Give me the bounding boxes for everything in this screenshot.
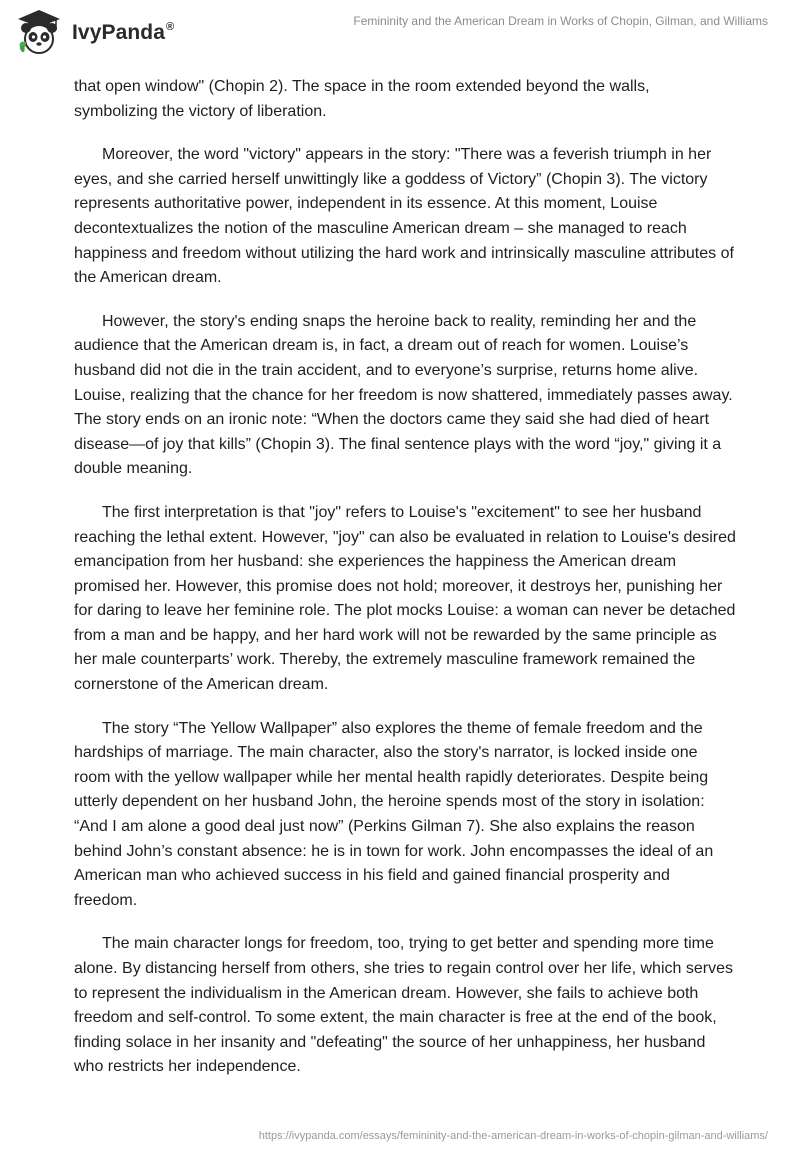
- paragraph: that open window" (Chopin 2). The space in the room extended beyond the walls, symbolizing the victory of liberation.: [74, 78, 650, 120]
- ivypanda-logo[interactable]: [14, 8, 174, 58]
- paragraph: The first interpretation is that "joy" refers to Louise's "excitement" to see her husband reaching the lethal extent. However, "joy" can also be evaluated in relation to Louise's desired emancipation from her husband: she experiences the happiness the American dream promised her. However, this promise does not hold; moreover, it destroys her, punishing her for daring to leave her feminine role. The plot mocks Louise: a woman can never be detached from a man and be happy, and her hard work will not be rewarded by the same principle as her male counterparts’ work. Thereby, the extremely masculine framework remained the cornerstone of the American dream.: [74, 503, 736, 694]
- paragraph: The main character longs for freedom, too, trying to get better and spending more time alone. By distancing herself from others, she tries to regain control over her life, which serves to represent the individualism in the American dream. However, she fails to achieve both freedom and self-control. To some extent, the main character is free at the end of the book, finding solace in her insanity and "defeating" the source of her unhappiness, her husband who restricts her independence.: [74, 935, 733, 1076]
- paragraph: However, the story's ending snaps the heroine back to reality, reminding her and the audience that the American dream is, in fact, a dream out of reach for women. Louise’s husband did not die in the train accident, and to everyone’s surprise, returns home alive. Louise, realizing that the chance for her freedom is now shattered, immediately passes away. The story ends on an ironic note: “When the doctors came they said she had died of heart disease—of joy that kills” (Chopin 3). The final sentence plays with the word “joy," giving it a double meaning.: [74, 312, 733, 478]
- page-header: [0, 0, 800, 62]
- paragraph: Moreover, the word "victory" appears in the story: "There was a feverish triumph in her eyes, and she carried herself unwittingly like a goddess of Victory” (Chopin 3). The victory represents authoritative power, independent in its essence. At this moment, Louise decontextualizes the notion of the masculine American dream – she managed to reach happiness and freedom without utilizing the hard work and intrinsically masculine attributes of the American dream.: [74, 146, 734, 287]
- panda-graduate-icon: [14, 8, 64, 58]
- essay-body: [74, 75, 736, 1099]
- source-url[interactable]: https://ivypanda.com/essays/femininity-and-the-american-dream-in-works-of-chopin-gilman-and-williams/: [258, 1130, 768, 1142]
- logo-text: IvyPanda®: [72, 21, 175, 44]
- document-title: Femininity and the American Dream in Works of Chopin, Gilman, and Williams: [353, 14, 768, 28]
- paragraph: The story “The Yellow Wallpaper” also explores the theme of female freedom and the hardships of marriage. The main character, also the story's narrator, is locked inside one room with the yellow wallpaper while her mental health rapidly deteriorates. Despite being utterly dependent on her husband John, the heroine spends most of the story in isolation: “And I am alone a good deal just now” (Perkins Gilman 7). She also explains the reason behind John’s constant absence: he is in town for work. John encompasses the ideal of an American man who achieved success in his field and gained financial prosperity and freedom.: [74, 719, 714, 909]
